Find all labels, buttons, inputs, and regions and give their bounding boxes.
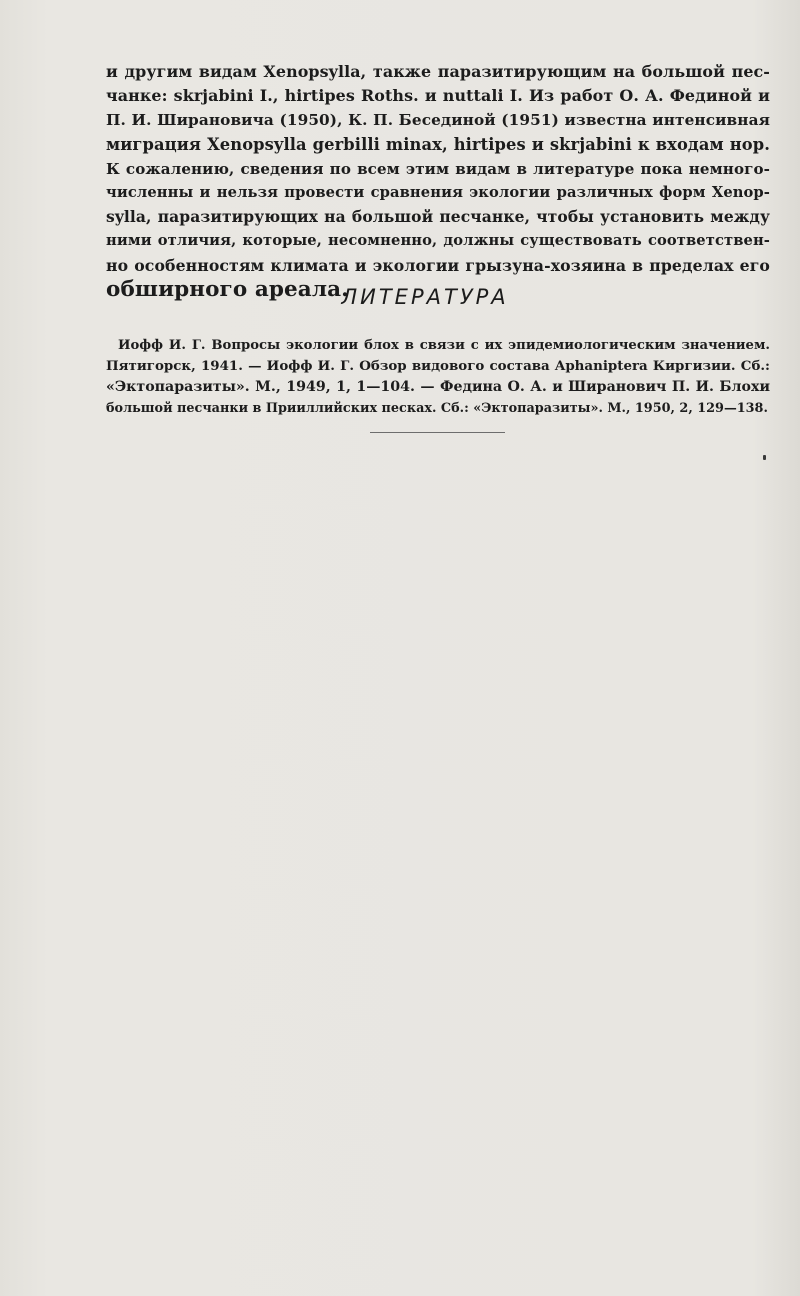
paragraph-line: миграция Xenopsylla gerbilli minax, hirtipes и skrjabini к входам нор. <box>106 134 770 154</box>
reference-line: Пятигорск, 1941. — Иофф И. Г. Обзор видового состава Aphaniptera Киргизии. Сб.: <box>106 358 770 374</box>
paragraph-line: численны и нельзя провести сравнения экологии различных форм Xenop- <box>106 184 770 202</box>
literature-heading: ЛИТЕРАТУРА <box>341 285 509 309</box>
print-speck <box>763 455 766 460</box>
body-paragraph <box>106 60 770 302</box>
paragraph-line: и другим видам Xenopsylla, также паразитирующим на большой пес- <box>106 62 770 81</box>
paragraph-line: обширного ареала. <box>106 276 349 302</box>
paragraph-line: но особенностям климата и экологии грызуна-хозяина в пределах его <box>106 255 770 275</box>
paragraph-line: П. И. Ширановича (1950), К. П. Бесединой (1951) известна интенсивная <box>106 111 770 130</box>
reference-line: большой песчанки в Прииллийских песках. Сб.: «Эктопаразиты». М., 1950, 2, 129—138. <box>106 401 768 416</box>
paragraph-line: sylla, паразитирующих на большой песчанке, чтобы установить между <box>106 207 770 227</box>
paragraph-line: чанке: skrjabini I., hirtipes Roths. и nuttali I. Из работ О. А. Фединой и <box>106 86 770 106</box>
references-list <box>106 335 770 419</box>
reference-line: Иофф И. Г. Вопросы экологии блох в связи с их эпидемиологическим значением. <box>118 338 770 353</box>
paragraph-line: ними отличия, которые, несомненно, должны существовать соответствен- <box>106 232 770 250</box>
end-rule-divider <box>370 432 505 433</box>
reference-line: «Эктопаразиты». М., 1949, 1, 1—104. — Федина О. А. и Ширанович П. И. Блохи <box>106 379 770 395</box>
paragraph-line: К сожалению, сведения по всем этим видам в литературе пока немного- <box>106 159 770 178</box>
